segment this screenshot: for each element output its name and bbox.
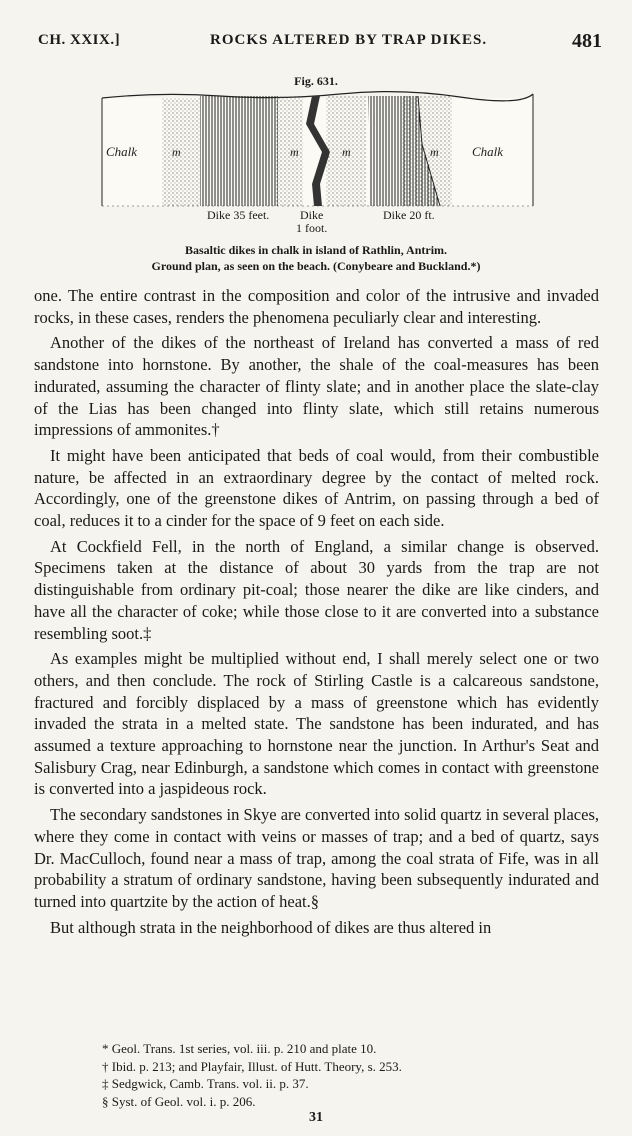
signature-mark: 31 bbox=[309, 1110, 323, 1125]
paragraph: It might have been anticipated that beds of coal would, from their combustible nature, be affected in an extraordinary degree by the contact of melted rock. Accordingly, one of the greenstone dikes of Antrim, on passing through a bed of coal, reduces it to a cinder for the space of 9 feet on each side. bbox=[34, 445, 599, 531]
paragraph: At Cockfield Fell, in the north of England, a similar change is observed. Specimens taken at the distance of about 30 yards from the trap are not distinguishable from ordinary pit-coal; those nearer the dike are like cinders, and have all the character of coke; while those close to it are converted into a substance resembling soot.‡ bbox=[34, 536, 599, 643]
label-m-2: m bbox=[290, 145, 299, 159]
footnote: * Geol. Trans. 1st series, vol. iii. p. 210 and plate 10. bbox=[102, 1041, 377, 1056]
paragraph: As examples might be multiplied without end, I shall merely select one or two others, and then conclude. The rock of Stirling Castle is a calcareous sandstone, fractured and forcibly displaced by a mass of greenstone which has evidently invaded the strata in a melted state. The sandstone has been indurated, and has assumed a texture approaching to hornstone near the junction. In Arthur's Seat and Salisbury Crag, near Edinburgh, a sandstone which comes in contact with greenstone is converted into a jaspideous rock. bbox=[34, 649, 599, 799]
figure-caption bbox=[0, 242, 632, 274]
dike-labels bbox=[0, 208, 632, 238]
label-dike-35: Dike 35 feet. bbox=[207, 208, 270, 222]
label-chalk-right: Chalk bbox=[472, 144, 504, 159]
paragraph: The secondary sandstones in Skye are converted into solid quartz in several places, where they come in contact with veins or masses of trap; and a bed of quartz, says Dr. MacCulloch, found near a mass of trap, among the coal strata of Fife, was in all probability a stratum of ordinary sandstone, having been subsequently indurated and turned into quartzite by the action of heat.§ bbox=[34, 805, 599, 911]
label-m-3: m bbox=[342, 145, 351, 159]
page-number: 481 bbox=[572, 30, 602, 52]
label-m-1: m bbox=[172, 145, 181, 159]
chapter-label: CH. XXIX.] bbox=[38, 32, 121, 48]
body-text bbox=[34, 285, 599, 942]
label-dike-1-line2: 1 foot. bbox=[296, 221, 328, 235]
altered-zone-left bbox=[162, 98, 200, 206]
label-chalk-left: Chalk bbox=[106, 144, 138, 159]
running-header bbox=[38, 30, 602, 54]
altered-zone-mid-left bbox=[275, 96, 303, 206]
paragraph: Another of the dikes of the northeast of Ireland has converted a mass of red sandstone into hornstone. By another, the shale of the coal-measures has been indurated, assuming the character of flinty slate; and in another place the slate-clay of the Lias has been changed into flinty slate, which still retains numerous impressions of ammonites.† bbox=[34, 333, 599, 440]
footnotes bbox=[102, 1040, 572, 1110]
label-dike-20: Dike 20 ft. bbox=[383, 208, 435, 222]
dike-35-feet bbox=[200, 96, 278, 206]
footnote: † Ibid. p. 213; and Playfair, Illust. of Hutt. Theory, s. 253. bbox=[102, 1058, 402, 1074]
paragraph: one. The entire contrast in the composition and color of the intrusive and invaded rocks, in these cases, renders the phenomena peculiarly clear and interesting. bbox=[34, 286, 599, 327]
caption-line-2: Ground plan, as seen on the beach. (Conybeare and Buckland.*) bbox=[151, 259, 481, 273]
caption-line-1: Basaltic dikes in chalk in island of Rathlin, Antrim. bbox=[184, 243, 448, 257]
paragraph: But although strata in the neighborhood of dikes are thus altered in bbox=[50, 917, 492, 937]
figure-label: Fig. 631. bbox=[294, 74, 338, 88]
label-m-4: m bbox=[430, 145, 439, 159]
running-title: ROCKS ALTERED BY TRAP DIKES. bbox=[210, 32, 488, 48]
footnote: ‡ Sedgwick, Camb. Trans. vol. ii. p. 37. bbox=[102, 1076, 309, 1091]
label-dike-1-line1: Dike bbox=[300, 208, 324, 222]
dike-ground-plan-figure bbox=[100, 84, 535, 209]
footnote: § Syst. of Geol. vol. i. p. 206. bbox=[102, 1093, 256, 1109]
